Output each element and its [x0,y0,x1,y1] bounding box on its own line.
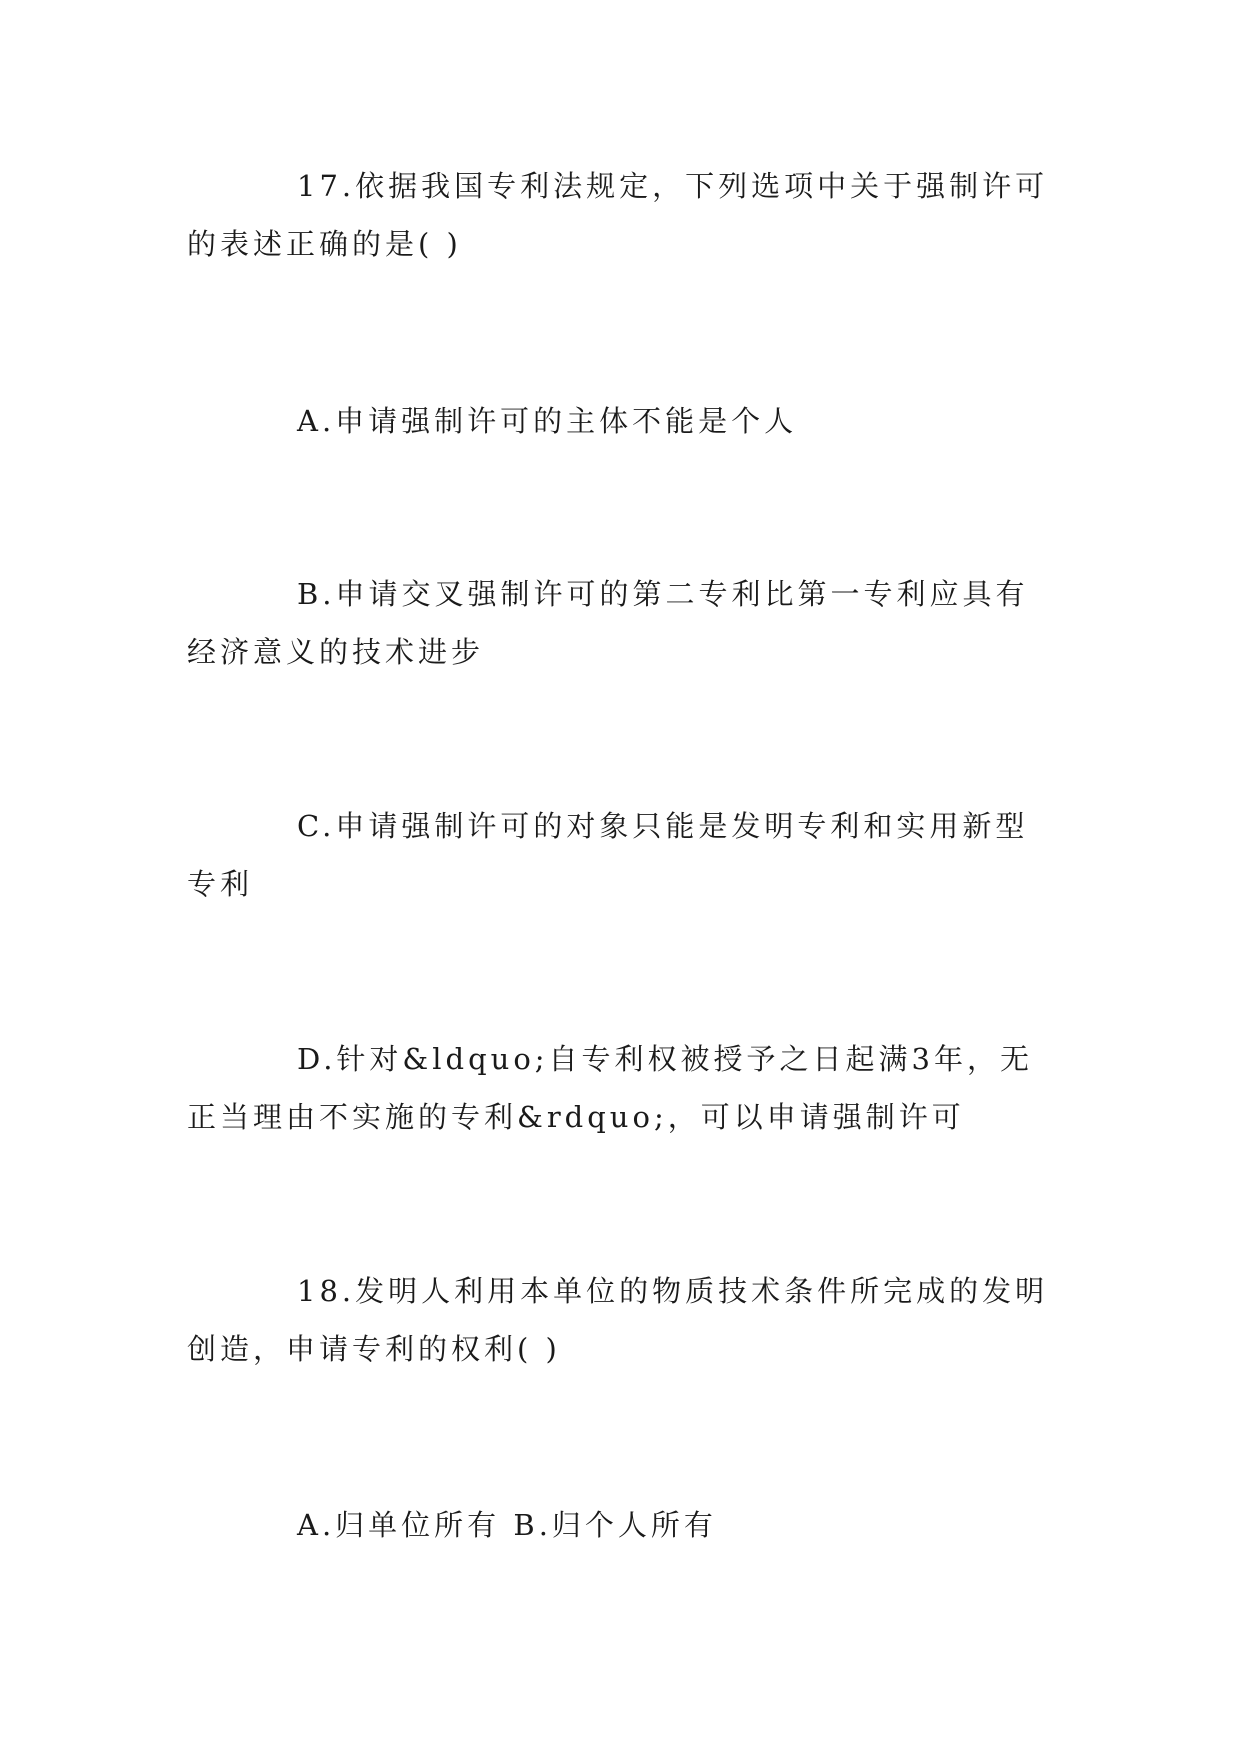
question-17-option-d: D.针对&ldquo;自专利权被授予之日起满3年，无正当理由不实施的专利&rdquo;，可以申请强制许可 [187,1042,1034,1134]
question-17-option-c: C.申请强制许可的对象只能是发明专利和实用新型专利 [187,809,1029,901]
question-17-stem: 17.依据我国专利法规定，下列选项中关于强制许可的表述正确的是( ) [187,169,1049,261]
question-17-option-a: A.申请强制许可的主体不能是个人 [297,404,798,438]
question-17-option-b: B.申请交叉强制许可的第二专利比第一专利应具有经济意义的技术进步 [187,577,1029,669]
question-18-stem: 18.发明人利用本单位的物质技术条件所完成的发明创造，申请专利的权利( ) [187,1274,1049,1366]
question-18-options-a-b: A.归单位所有 B.归个人所有 [297,1508,717,1542]
